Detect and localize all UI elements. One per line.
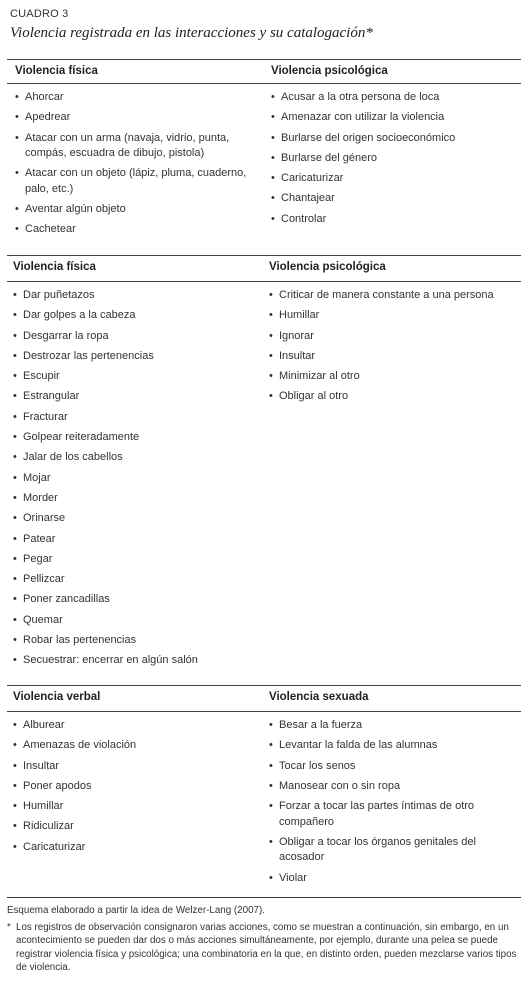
list-item: • Jalar de los cabellos	[13, 450, 253, 466]
list-item: • Secuestrar: encerrar en algún salón	[13, 653, 253, 669]
list-item: • Violar	[269, 871, 519, 887]
list-item: • Aventar algún objeto	[15, 202, 255, 218]
section-header: Violencia física	[15, 65, 98, 77]
list-item: • Poner apodos	[13, 779, 253, 795]
footnote	[7, 921, 521, 975]
list-item: • Ignorar	[269, 329, 521, 345]
list-item: • Morder	[13, 491, 253, 507]
list-item: • Controlar	[271, 212, 521, 228]
section-header-rule	[7, 281, 521, 282]
list-item: • Apedrear	[15, 110, 255, 126]
list-item: • Atacar con un objeto (lápiz, pluma, cuaderno, palo, etc.)	[15, 166, 255, 197]
list-item: • Caricaturizar	[13, 840, 253, 856]
section-header: Violencia verbal	[13, 691, 101, 703]
list-item: • Poner zancadillas	[13, 592, 253, 608]
item-list	[269, 718, 519, 891]
list-item: • Caricaturizar	[271, 171, 521, 187]
list-item: • Desgarrar la ropa	[13, 329, 253, 345]
list-item: • Dar puñetazos	[13, 288, 253, 304]
list-item: • Escupir	[13, 369, 253, 385]
table-title: Violencia registrada en las interacciones y su catalogación*	[10, 25, 373, 41]
list-item: • Insultar	[269, 349, 521, 365]
section-3	[7, 685, 521, 895]
section-top-rule	[7, 59, 521, 60]
list-item: • Patear	[13, 532, 253, 548]
item-list	[271, 90, 521, 232]
list-item: • Estrangular	[13, 389, 253, 405]
item-list	[13, 288, 253, 674]
list-item: • Levantar la falda de las alumnas	[269, 738, 519, 754]
section-header: Violencia sexuada	[269, 691, 369, 703]
list-item: • Humillar	[13, 799, 253, 815]
list-item: • Mojar	[13, 471, 253, 487]
list-item: • Obligar a tocar los órganos genitales del acosador	[269, 835, 519, 866]
list-item: • Golpear reiteradamente	[13, 430, 253, 446]
section-header-rule	[7, 711, 521, 712]
list-item: • Robar las pertenencias	[13, 633, 253, 649]
section-header: Violencia física	[13, 261, 96, 273]
section-top-rule	[7, 255, 521, 256]
list-item: • Acusar a la otra persona de loca	[271, 90, 521, 106]
list-item: • Amenazar con utilizar la violencia	[271, 110, 521, 126]
list-item: • Criticar de manera constante a una persona	[269, 288, 521, 304]
list-item: • Humillar	[269, 308, 521, 324]
list-item: • Pellizcar	[13, 572, 253, 588]
section-header-rule	[7, 83, 521, 84]
section-header: Violencia psicológica	[269, 261, 386, 273]
list-item: • Insultar	[13, 759, 253, 775]
list-item: • Pegar	[13, 552, 253, 568]
list-item: • Cachetear	[15, 222, 255, 238]
list-item: • Burlarse del género	[271, 151, 521, 167]
item-list	[269, 288, 521, 410]
table-notes	[7, 904, 521, 975]
list-item: • Orinarse	[13, 511, 253, 527]
list-item: • Fracturar	[13, 410, 253, 426]
list-item: • Chantajear	[271, 191, 521, 207]
list-item: • Besar a la fuerza	[269, 718, 519, 734]
list-item: • Minimizar al otro	[269, 369, 521, 385]
section-top-rule	[7, 685, 521, 686]
footnote-marker: *	[7, 921, 11, 933]
footnote-text: Los registros de observación consignaron varias acciones, como se muestran a continuación, sin embargo, en un acontecimiento se pueden dar dos o más acciones simultáneamente, por ejemplo, durante una pelea se puede registrar violencia física y psicológica; una combinatoria en la que, en distinto orden, pueden mezclarse varios tipos de violencia.	[16, 921, 517, 974]
list-item: • Ahorcar	[15, 90, 255, 106]
list-item: • Obligar al otro	[269, 389, 521, 405]
list-item: • Ridiculizar	[13, 819, 253, 835]
source-note: Esquema elaborado a partir la idea de Welzer-Lang (2007).	[7, 905, 265, 916]
item-list	[15, 90, 255, 243]
list-item: • Atacar con un arma (navaja, vidrio, punta, compás, escuadra de dibujo, pistola)	[15, 131, 255, 162]
section-2	[7, 255, 521, 675]
list-item: • Destrozar las pertenencias	[13, 349, 253, 365]
list-item: • Burlarse del origen socioeconómico	[271, 131, 521, 147]
list-item: • Quemar	[13, 613, 253, 629]
list-item: • Forzar a tocar las partes íntimas de otro compañero	[269, 799, 519, 830]
section-1	[7, 59, 521, 249]
list-item: • Dar golpes a la cabeza	[13, 308, 253, 324]
list-item: • Manosear con o sin ropa	[269, 779, 519, 795]
list-item: • Tocar los senos	[269, 759, 519, 775]
list-item: • Alburear	[13, 718, 253, 734]
section-header: Violencia psicológica	[271, 65, 388, 77]
table-bottom-rule	[7, 897, 521, 898]
table-label: CUADRO 3	[10, 8, 69, 20]
item-list	[13, 718, 253, 860]
list-item: • Amenazas de violación	[13, 738, 253, 754]
